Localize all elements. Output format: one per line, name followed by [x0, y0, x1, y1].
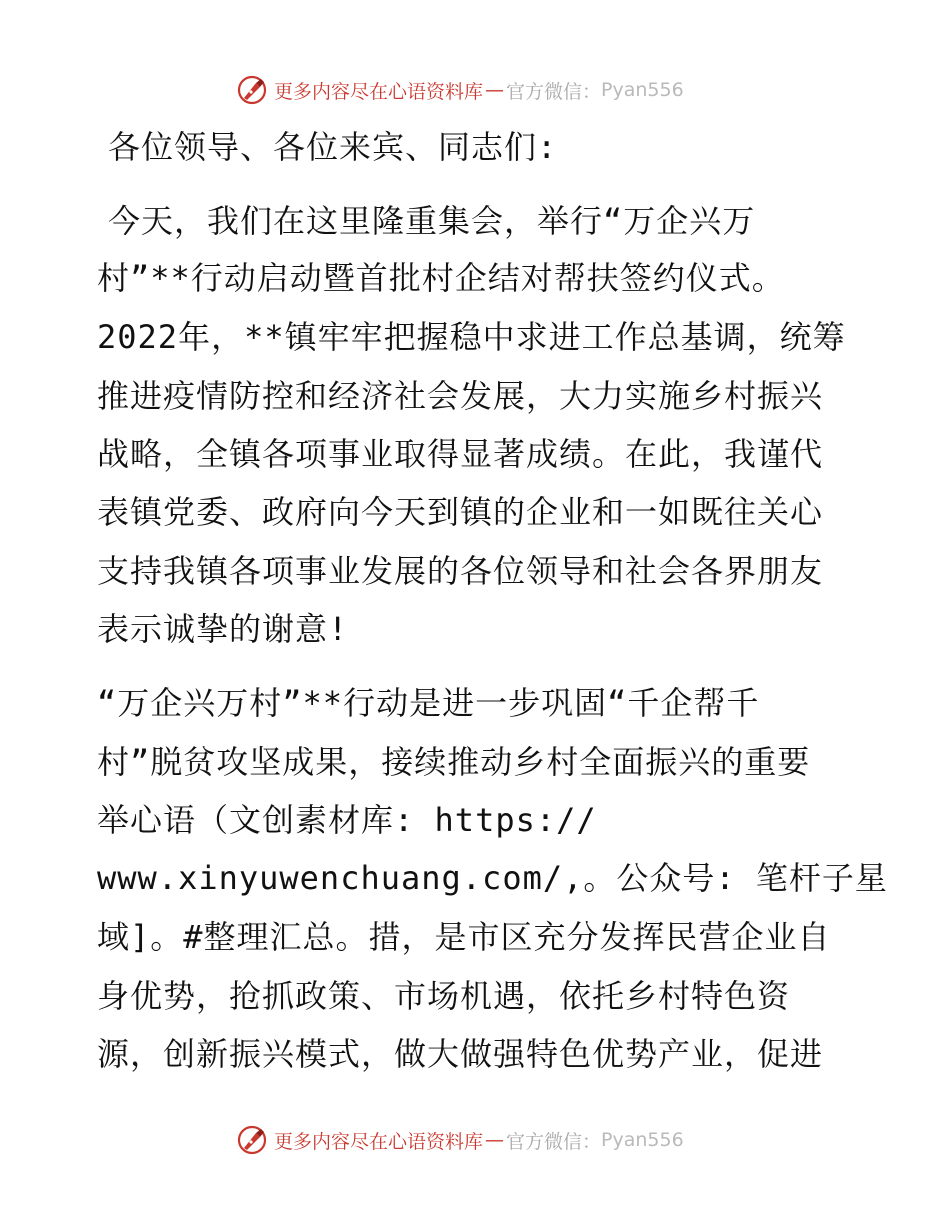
watermark-brand-text: 更多内容尽在心语资料库	[274, 1130, 484, 1153]
watermark-account-label: 官方微信：	[506, 1130, 602, 1153]
pen-nib-logo-icon	[236, 74, 268, 106]
paragraph-line: 源，创新振兴模式，做大做强特色优势产业，促进	[97, 1035, 824, 1073]
paragraph-line: 身优势，抢抓政策、市场机遇，依托乡村特色资	[97, 977, 791, 1015]
watermark-separator: —	[485, 79, 505, 101]
watermark-account-id: Pyan556	[601, 79, 684, 101]
footer-watermark	[236, 1122, 684, 1158]
watermark-account-label: 官方微信：	[506, 80, 602, 103]
paragraph-line: “万企兴万村”**行动是进一步巩固“千企帮千	[97, 684, 760, 722]
salutation: 各位领导、各位来宾、同志们:	[108, 128, 558, 166]
paragraph-line: 战略，全镇各项事业取得显著成绩。在此，我谨代	[97, 435, 824, 473]
pen-nib-logo-icon	[236, 1124, 268, 1156]
paragraph-line: 推进疫情防控和经济社会发展，大力实施乡村振兴	[97, 377, 824, 415]
paragraph-line: 村”脱贫攻坚成果，接续推动乡村全面振兴的重要	[97, 743, 811, 781]
paragraph-line: www.xinyuwenchuang.com/,。公众号: 笔杆子星	[97, 859, 888, 897]
header-watermark	[236, 72, 684, 108]
paragraph-line: 举心语（文创素材库: https://	[97, 801, 597, 839]
paragraph-line: 表示诚挚的谢意!	[97, 610, 349, 648]
watermark-separator: —	[485, 1129, 505, 1151]
paragraph-line: 域]。#整理汇总。措，是市区充分发挥民营企业自	[97, 918, 831, 956]
watermark-account-id: Pyan556	[601, 1129, 684, 1151]
paragraph-line: 支持我镇各项事业发展的各位领导和社会各界朋友	[97, 552, 824, 590]
paragraph-line: 表镇党委、政府向今天到镇的企业和一如既往关心	[97, 493, 824, 531]
paragraph-line: 今天，我们在这里隆重集会，举行“万企兴万	[108, 202, 756, 240]
watermark-brand-text: 更多内容尽在心语资料库	[274, 80, 484, 103]
paragraph-line: 2022年，**镇牢牢把握稳中求进工作总基调，统筹	[97, 318, 846, 356]
paragraph-line: 村”**行动启动暨首批村企结对帮扶签约仪式。	[97, 259, 785, 297]
